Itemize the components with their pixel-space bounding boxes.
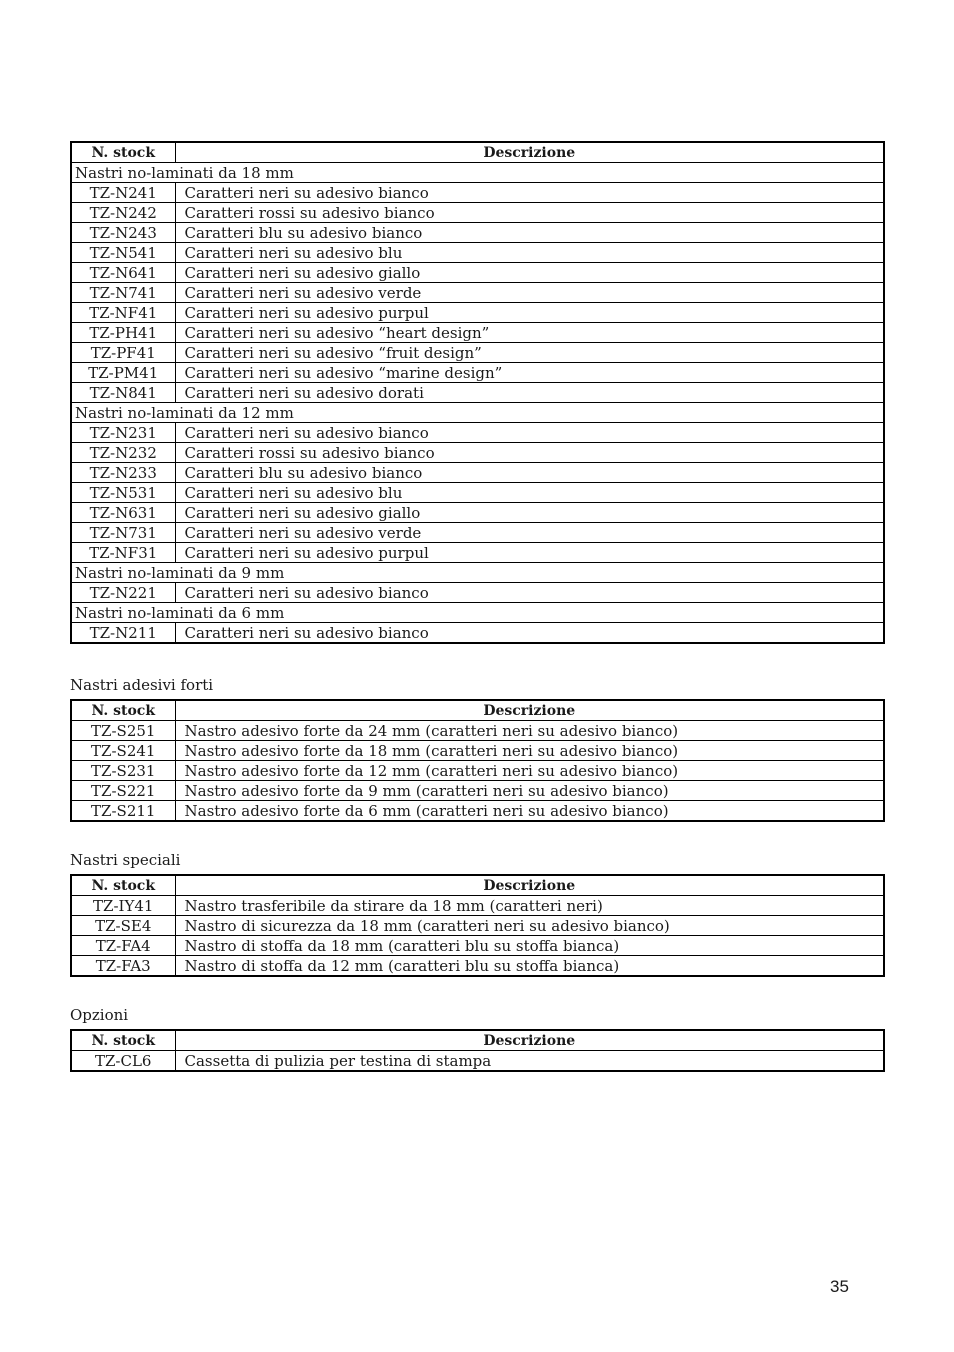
table-row <box>71 343 884 363</box>
description-cell: Caratteri neri su adesivo dorati <box>175 383 884 403</box>
table-row <box>71 721 884 741</box>
description-cell: Nastro adesivo forte da 9 mm (caratteri neri su adesivo bianco) <box>175 781 884 801</box>
description-cell: Caratteri neri su adesivo purpul <box>175 543 884 563</box>
table-row <box>71 801 884 822</box>
group-row <box>71 163 884 183</box>
description-cell: Nastro di stoffa da 18 mm (caratteri blu su stoffa bianca) <box>175 936 884 956</box>
table-row <box>71 781 884 801</box>
header-description: Descrizione <box>175 1030 884 1051</box>
stock-number-cell: TZ-IY41 <box>71 896 175 916</box>
stock-number-cell: TZ-S251 <box>71 721 175 741</box>
stock-number-cell: TZ-N241 <box>71 183 175 203</box>
stock-number-cell: TZ-SE4 <box>71 916 175 936</box>
table-row <box>71 583 884 603</box>
section-title-strong-adhesive: Nastri adesivi forti <box>70 676 214 694</box>
stock-number-cell: TZ-NF31 <box>71 543 175 563</box>
table-row <box>71 183 884 203</box>
special-tapes-table <box>70 874 885 977</box>
section-title-options: Opzioni <box>70 1006 129 1024</box>
description-cell: Nastro adesivo forte da 12 mm (caratteri neri su adesivo bianco) <box>175 761 884 781</box>
stock-number-cell: TZ-FA3 <box>71 956 175 977</box>
table-header-row <box>71 700 884 721</box>
stock-number-cell: TZ-N221 <box>71 583 175 603</box>
table-row <box>71 1051 884 1072</box>
description-cell: Caratteri neri su adesivo “marine design” <box>175 363 884 383</box>
stock-number-cell: TZ-N541 <box>71 243 175 263</box>
stock-number-cell: TZ-N232 <box>71 443 175 463</box>
stock-number-cell: TZ-PH41 <box>71 323 175 343</box>
description-cell: Caratteri rossi su adesivo bianco <box>175 443 884 463</box>
description-cell: Caratteri blu su adesivo bianco <box>175 463 884 483</box>
table-row <box>71 203 884 223</box>
stock-number-cell: TZ-CL6 <box>71 1051 175 1072</box>
strong-adhesive-tapes-table <box>70 699 885 822</box>
stock-number-cell: TZ-PF41 <box>71 343 175 363</box>
stock-number-cell: TZ-NF41 <box>71 303 175 323</box>
description-cell: Caratteri neri su adesivo verde <box>175 283 884 303</box>
description-cell: Nastro adesivo forte da 24 mm (caratteri neri su adesivo bianco) <box>175 721 884 741</box>
header-stock-number: N. stock <box>71 1030 175 1051</box>
header-stock-number: N. stock <box>71 700 175 721</box>
description-cell: Caratteri neri su adesivo bianco <box>175 183 884 203</box>
table-row <box>71 503 884 523</box>
table-row <box>71 303 884 323</box>
description-cell: Caratteri neri su adesivo blu <box>175 243 884 263</box>
table-row <box>71 443 884 463</box>
stock-number-cell: TZ-N531 <box>71 483 175 503</box>
group-row <box>71 563 884 583</box>
table-row <box>71 243 884 263</box>
stock-number-cell: TZ-N242 <box>71 203 175 223</box>
table-row <box>71 623 884 644</box>
header-stock-number: N. stock <box>71 875 175 896</box>
group-label: Nastri no-laminati da 12 mm <box>71 403 884 423</box>
description-cell: Caratteri neri su adesivo purpul <box>175 303 884 323</box>
stock-number-cell: TZ-S241 <box>71 741 175 761</box>
description-cell: Nastro trasferibile da stirare da 18 mm (caratteri neri) <box>175 896 884 916</box>
table-row <box>71 463 884 483</box>
description-cell: Nastro di stoffa da 12 mm (caratteri blu su stoffa bianca) <box>175 956 884 977</box>
description-cell: Nastro di sicurezza da 18 mm (caratteri neri su adesivo bianco) <box>175 916 884 936</box>
header-description: Descrizione <box>175 700 884 721</box>
table-header-row <box>71 142 884 163</box>
description-cell: Caratteri neri su adesivo bianco <box>175 623 884 644</box>
table-row <box>71 483 884 503</box>
group-row <box>71 403 884 423</box>
table-row <box>71 283 884 303</box>
description-cell: Caratteri neri su adesivo bianco <box>175 423 884 443</box>
description-cell: Caratteri blu su adesivo bianco <box>175 223 884 243</box>
description-cell: Caratteri neri su adesivo blu <box>175 483 884 503</box>
description-cell: Caratteri neri su adesivo bianco <box>175 583 884 603</box>
group-label: Nastri no-laminati da 6 mm <box>71 603 884 623</box>
table-row <box>71 383 884 403</box>
stock-number-cell: TZ-S231 <box>71 761 175 781</box>
description-cell: Caratteri neri su adesivo “fruit design” <box>175 343 884 363</box>
table-row <box>71 956 884 977</box>
table-row <box>71 741 884 761</box>
table-row <box>71 936 884 956</box>
table-row <box>71 223 884 243</box>
table-row <box>71 523 884 543</box>
stock-number-cell: TZ-N211 <box>71 623 175 644</box>
group-label: Nastri no-laminati da 18 mm <box>71 163 884 183</box>
table-row <box>71 423 884 443</box>
table-row <box>71 543 884 563</box>
table-row <box>71 263 884 283</box>
stock-number-cell: TZ-PM41 <box>71 363 175 383</box>
section-title-special-tapes: Nastri speciali <box>70 851 181 869</box>
stock-number-cell: TZ-S221 <box>71 781 175 801</box>
stock-number-cell: TZ-N231 <box>71 423 175 443</box>
stock-number-cell: TZ-N841 <box>71 383 175 403</box>
header-description: Descrizione <box>175 142 884 163</box>
table-row <box>71 896 884 916</box>
table-row <box>71 363 884 383</box>
description-cell: Caratteri rossi su adesivo bianco <box>175 203 884 223</box>
stock-number-cell: TZ-N233 <box>71 463 175 483</box>
stock-number-cell: TZ-N641 <box>71 263 175 283</box>
options-table <box>70 1029 885 1072</box>
header-description: Descrizione <box>175 875 884 896</box>
description-cell: Caratteri neri su adesivo verde <box>175 523 884 543</box>
stock-number-cell: TZ-N741 <box>71 283 175 303</box>
page-number: 35 <box>830 1277 849 1296</box>
table-row <box>71 323 884 343</box>
description-cell: Caratteri neri su adesivo giallo <box>175 503 884 523</box>
description-cell: Caratteri neri su adesivo “heart design” <box>175 323 884 343</box>
header-stock-number: N. stock <box>71 142 175 163</box>
description-cell: Cassetta di pulizia per testina di stampa <box>175 1051 884 1072</box>
group-row <box>71 603 884 623</box>
description-cell: Caratteri neri su adesivo giallo <box>175 263 884 283</box>
stock-number-cell: TZ-N731 <box>71 523 175 543</box>
table-row <box>71 916 884 936</box>
group-label: Nastri no-laminati da 9 mm <box>71 563 884 583</box>
stock-number-cell: TZ-FA4 <box>71 936 175 956</box>
stock-number-cell: TZ-N631 <box>71 503 175 523</box>
table-header-row <box>71 875 884 896</box>
table-row <box>71 761 884 781</box>
description-cell: Nastro adesivo forte da 18 mm (caratteri neri su adesivo bianco) <box>175 741 884 761</box>
stock-number-cell: TZ-S211 <box>71 801 175 822</box>
description-cell: Nastro adesivo forte da 6 mm (caratteri neri su adesivo bianco) <box>175 801 884 822</box>
non-laminated-tapes-table <box>70 141 885 644</box>
table-header-row <box>71 1030 884 1051</box>
stock-number-cell: TZ-N243 <box>71 223 175 243</box>
